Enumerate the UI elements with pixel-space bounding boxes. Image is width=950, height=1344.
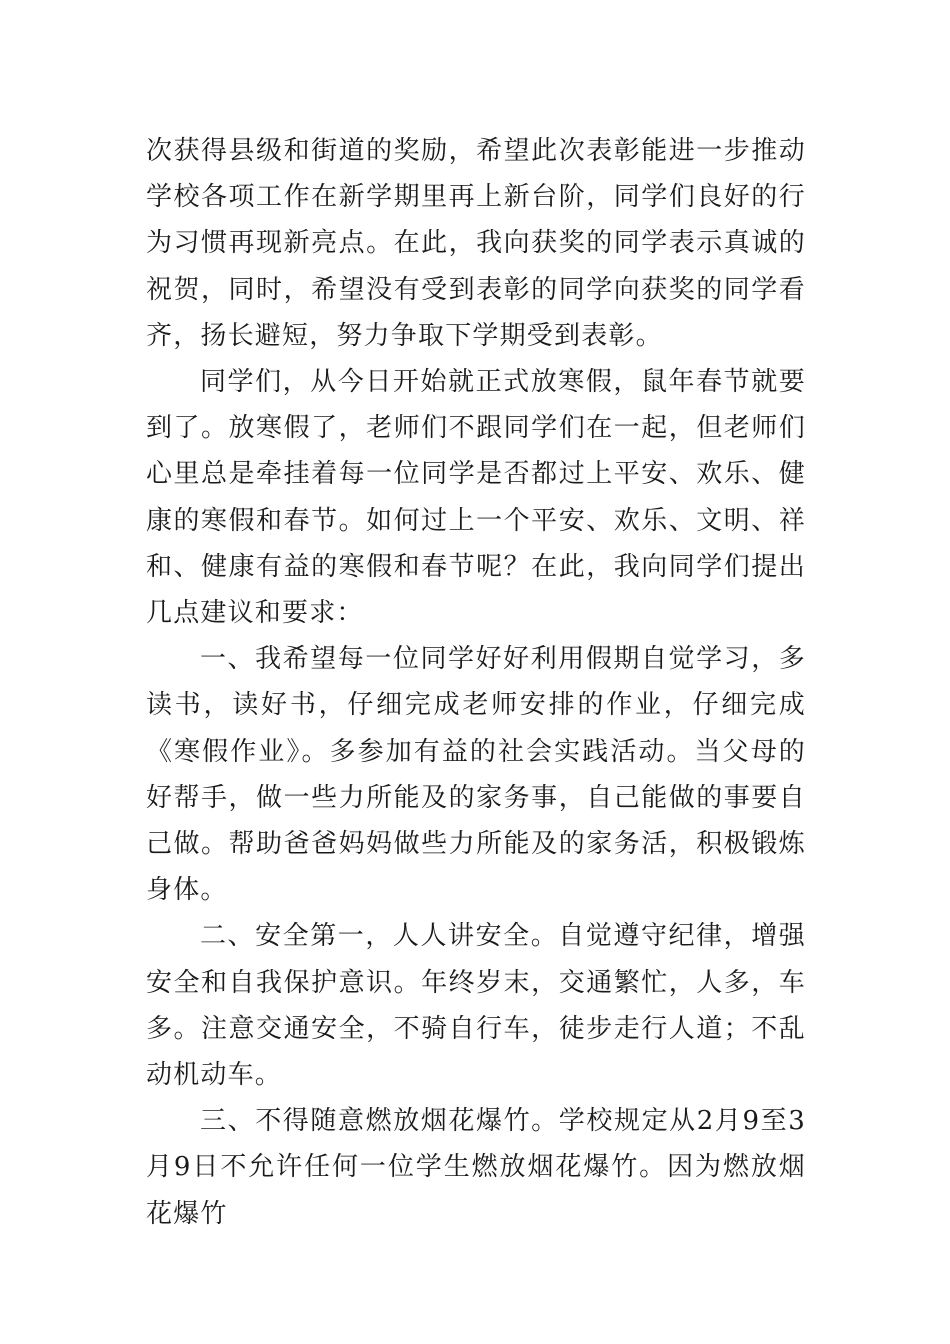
paragraph-item-2-safety: 二、安全第一，人人讲安全。自觉遵守纪律，增强安全和自我保护意识。年终岁末，交通繁忙，人多，车多。注意交通安全，不骑自行车，徒步走行人道；不乱动机动车。 bbox=[146, 921, 806, 1091]
paragraph-item-1-study: 一、我希望每一位同学好好利用假期自觉学习，多读书，读好书，仔细完成老师安排的作业，仔细完成《寒假作业》。多参加有益的社会实践活动。当父母的好帮手，做一些力所能及的家务事，自己能做的事要自己做。帮助爸爸妈妈做些力所能及的家务活，积极锻炼身体。 bbox=[146, 644, 806, 906]
paragraph-continuation: 次获得县级和街道的奖励，希望此次表彰能进一步推动学校各项工作在新学期里再上新台阶，同学们良好的行为习惯再现新亮点。在此，我向获奖的同学表示真诚的祝贺，同时，希望没有受到表彰的同学向获奖的同学看齐，扬长避短，努力争取下学期受到表彰。 bbox=[146, 136, 806, 351]
paragraph-winter-break-intro: 同学们，从今日开始就正式放寒假，鼠年春节就要到了。放寒假了，老师们不跟同学们在一起，但老师们心里总是牵挂着每一位同学是否都过上平安、欢乐、健康的寒假和春节。如何过上一个平安、欢乐、文明、祥和、健康有益的寒假和春节呢？在此，我向同学们提出几点建议和要求： bbox=[146, 367, 806, 629]
document-body bbox=[146, 128, 806, 1237]
paragraph-item-3-fireworks: 三、不得随意燃放烟花爆竹。学校规定从2月9至3月9日不允许任何一位学生燃放烟花爆竹。因为燃放烟花爆竹 bbox=[146, 1106, 806, 1229]
